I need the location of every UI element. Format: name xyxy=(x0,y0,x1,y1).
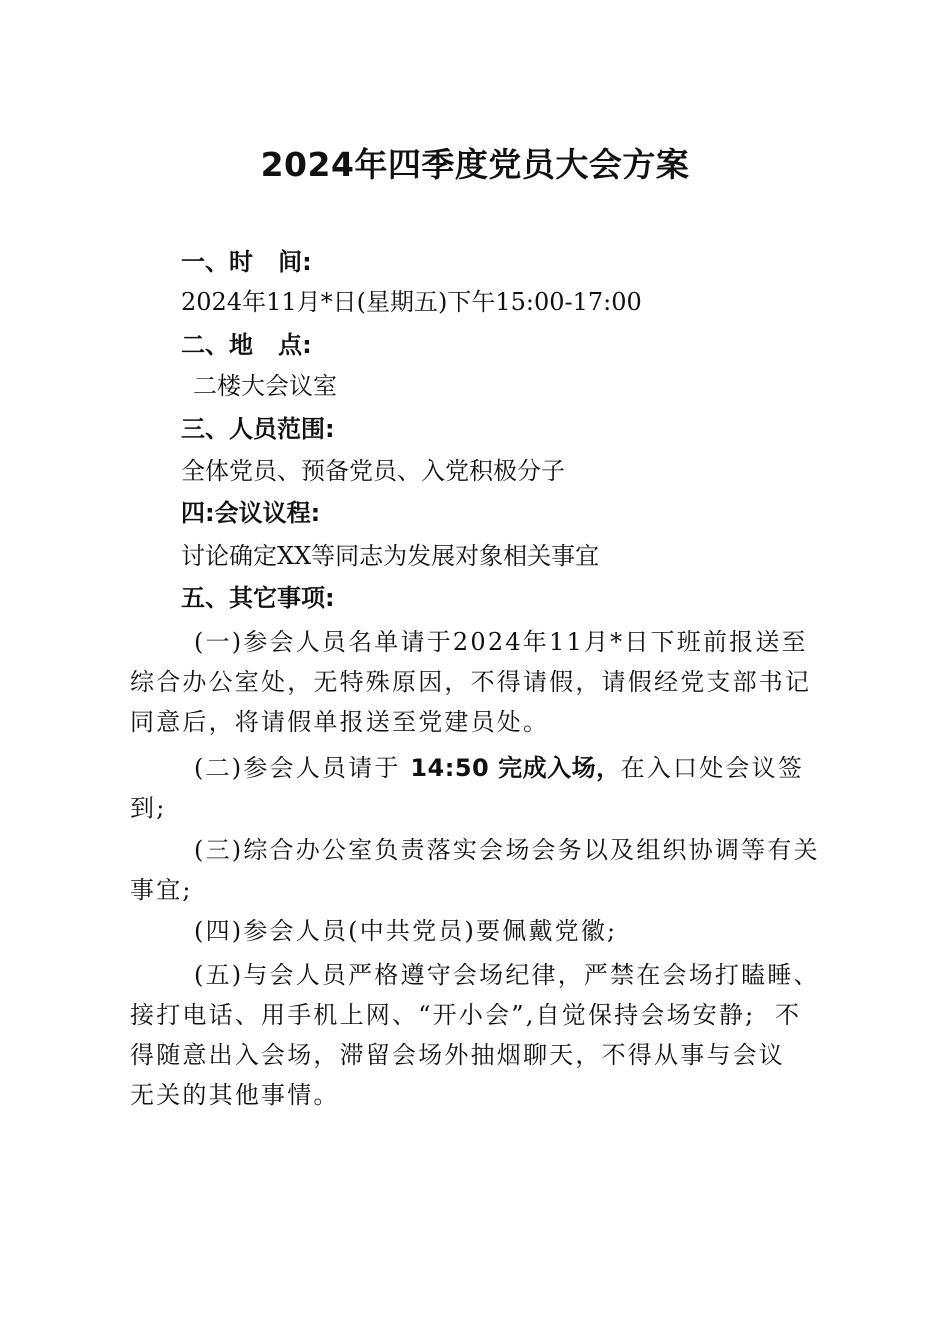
item-paragraph-2-suffix: 在入口处会议签到; xyxy=(130,754,805,822)
section-heading-location: 二、地 点: xyxy=(181,331,312,359)
section-heading-time: 一、时 间: xyxy=(181,248,312,276)
section-heading-agenda: 四:会议议程: xyxy=(181,499,321,527)
section-content-attendees: 全体党员、预备党员、入党积极分子 xyxy=(181,457,565,485)
document-title: 2024年四季度党员大会方案 xyxy=(260,145,690,184)
item-paragraph-4: (四)参会人员(中共党员)要佩戴党徽; xyxy=(194,917,618,945)
item-paragraph-3: (三)综合办公室负责落实会场会务以及组织协调等有关事宜; xyxy=(130,836,820,904)
item-paragraph-2 xyxy=(130,748,820,828)
section-content-agenda: 讨论确定XX等同志为发展对象相关事宜 xyxy=(181,542,600,570)
section-heading-other: 五、其它事项: xyxy=(181,584,335,612)
item-paragraph-5: (五)与会人员严格遵守会场纪律，严禁在会场打瞌睡、 接打电话、用手机上网、“开小会”,自觉保持会场安静; 不得随意出入会场，滞留会场外抽烟聊天，不得从事与会议 无关的其他事情。 xyxy=(130,961,830,1109)
section-heading-attendees: 三、人员范围: xyxy=(181,415,335,443)
item-paragraph-1: (一)参会人员名单请于2024年11月*日下班前报送至 综合办公室处，无特殊原因，不得请假，请假经党支部书记 同意后，将请假单报送至党建员处。 xyxy=(130,628,822,736)
item-paragraph-2-prefix: (二)参会人员请于 xyxy=(194,754,411,782)
item-paragraph-2-emphasis: 14:50 完成入场， xyxy=(410,754,621,782)
section-content-time: 2024年11月*日(星期五)下午15:00-17:00 xyxy=(181,288,642,316)
section-content-location: 二楼大会议室 xyxy=(193,372,337,400)
